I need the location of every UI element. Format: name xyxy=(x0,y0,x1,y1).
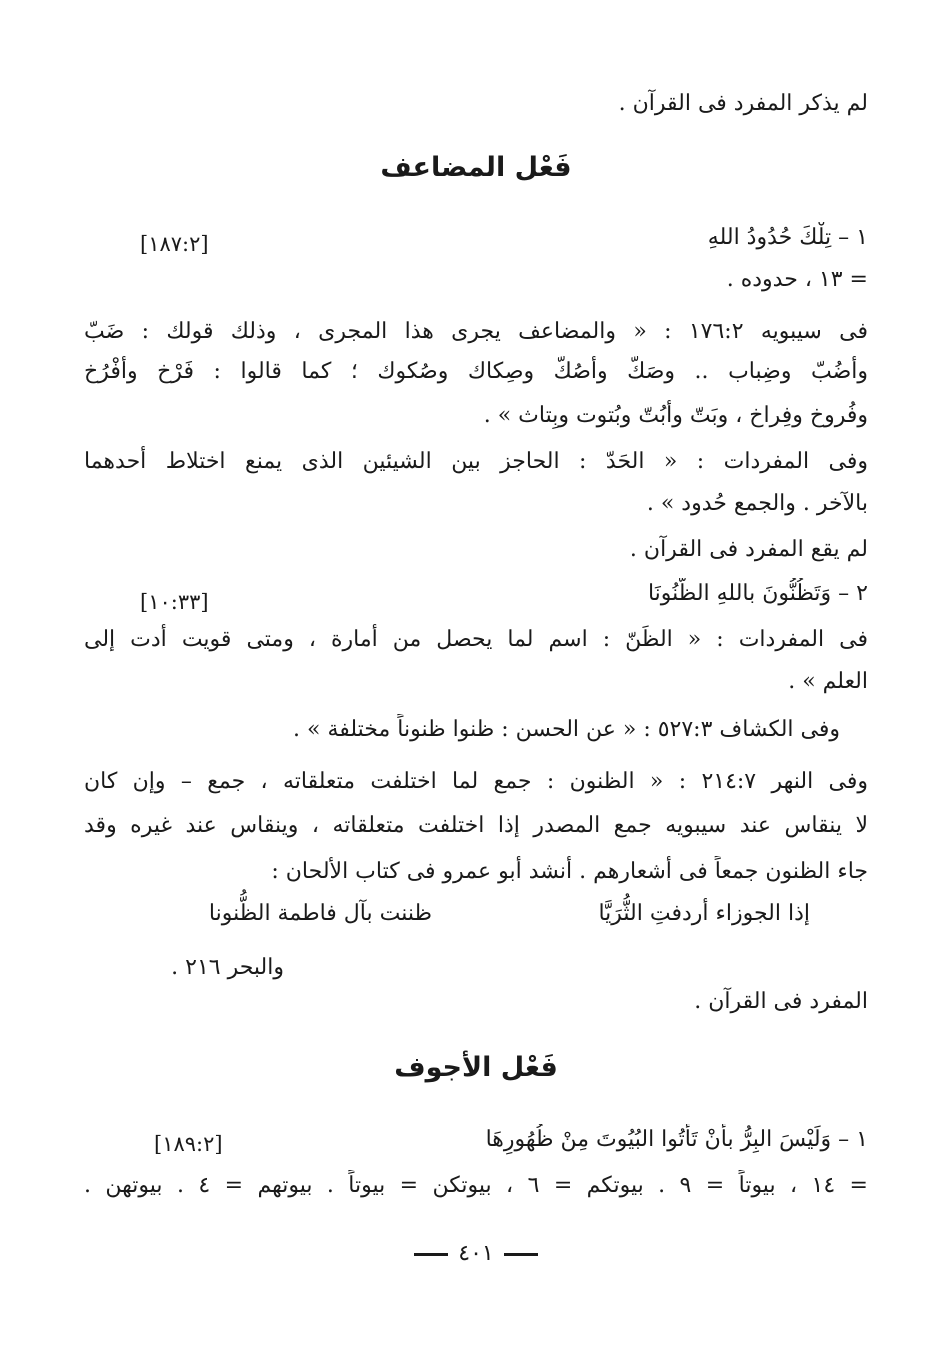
bahr-line: والبحر ٢١٦ . xyxy=(171,955,284,980)
page-number xyxy=(0,1238,952,1270)
verse-3-reference: [١٨٩:٢] xyxy=(154,1132,223,1156)
sibawayh-line-3: وفُروخ وفِراخ ، وبَتّ وأبُتّ وبُتوت وبِتاث » . xyxy=(483,403,868,428)
not-found-line: لم يقع المفرد فى القرآن . xyxy=(629,537,868,562)
verse-1-count: = ١٣ ، حدوده . xyxy=(726,267,868,292)
page-number-value: ٤٠١ xyxy=(458,1241,494,1266)
verse-3-count: = ١٤ ، بيوتاً = ٩ . بيوتكم = ٦ ، بيوتكن = بيوتاً . بيوتهم = ٤ . بيوتهن . xyxy=(84,1173,868,1198)
section-heading-mudaaf: فَعْل المضاعف xyxy=(380,152,572,183)
verse-1-text: ١ – تِلْكَ حُدُودُ اللهِ xyxy=(707,225,868,250)
sibawayh-line-2: وأضُبّ وضِباب .. وصَكّ وأصُكّ وصِكاك وصُكوك ؛ كما قالوا : فَرْخ وأفْرُخ xyxy=(84,359,868,384)
kashshaf-line: وفى الكشاف ٥٢٧:٣ : « عن الحسن : ظنوا ظنوناً مختلفة » . xyxy=(293,717,840,742)
verse-1-reference: [١٨٧:٢] xyxy=(140,232,209,256)
mufradat-line-2: بالآخر . والجمع حُدود » . xyxy=(646,491,868,516)
page-number-dash-left xyxy=(414,1253,448,1256)
section-heading-ajwaf: فَعْل الأجوف xyxy=(394,1052,558,1083)
zann-line-1: فى المفردات : « الظَنّ : اسم لما يحصل من أمارة ، ومتى قويت أدت إلى xyxy=(84,627,868,652)
page-number-dash-right xyxy=(504,1253,538,1256)
verse-2-text: ٢ – وَتَظُنُّونَ باللهِ الظُّنُونَا xyxy=(647,581,868,606)
top-line: لم يذكر المفرد فى القرآن . xyxy=(618,91,868,116)
verse-3-text: ١ – وَلَيْسَ البِرُّ بأَنْ تَأْتُوا البُيُوتَ مِنْ ظُهُورِهَا xyxy=(485,1127,868,1152)
poem-second-hemistich: ظننت بآل فاطمة الظُّنونا xyxy=(208,901,432,926)
sibawayh-line-1: فى سيبويه ١٧٦:٢ : « والمضاعف يجرى هذا المجرى ، وذلك قولك : ضَبّ xyxy=(84,319,868,344)
nahr-line-3: جاء الظنون جمعاً فى أشعارهم . أنشد أبو عمرو فى كتاب الألحان : xyxy=(271,859,868,884)
verse-2-reference: [١٠:٣٣] xyxy=(140,590,209,614)
nahr-line-1: وفى النهر ٢١٤:٧ : « الظنون : جمع لما اختلفت متعلقاته ، جمع – وإن كان xyxy=(84,769,868,794)
mufrad-end-line: المفرد فى القرآن . xyxy=(694,989,868,1014)
nahr-line-2: لا ينقاس عند سيبويه جمع المصدر إذا اختلفت متعلقاته ، وينقاس عند غيره وقد xyxy=(84,813,868,838)
poem-first-hemistich: إذا الجوزاء أردفتِ الثُّرَيَّا xyxy=(598,901,810,926)
mufradat-line-1: وفى المفردات : « الحَدّ : الحاجز بين الشيئين الذى يمنع اختلاط أحدهما xyxy=(84,449,868,474)
zann-line-2: العلم » . xyxy=(788,669,868,694)
